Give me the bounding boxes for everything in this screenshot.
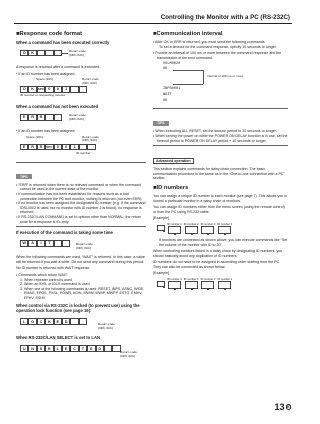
char-box [70, 86, 78, 92]
char-boxes [20, 86, 87, 92]
char-box: E [20, 114, 28, 120]
subheading-locked: When control via RS-232C is locked (to prevent use) using the operation lock function (see page 19): [16, 303, 140, 314]
char-box: K [28, 86, 36, 92]
char-box: K [28, 50, 36, 56]
return-code-label-2: Return code (0Dh, 0Ah) [82, 77, 99, 85]
monitor-icon [185, 281, 198, 289]
normal-desc: A response is returned after a command is executed. [16, 65, 101, 69]
advanced-desc: This section explains commands for daisy chain connection. The basic communication procedure is the same as in the “One-to-one connection with a PC” section. [153, 167, 285, 181]
id-chain-1 [157, 223, 288, 234]
char-box [54, 114, 62, 120]
id-label: ID number 2 [183, 222, 199, 226]
example-label-1: [Example] [153, 216, 169, 221]
id-resp-label: ID number of responding monitor [20, 93, 66, 98]
char-box: E [62, 345, 70, 351]
wait-cmds-intro: • Commands which return WAIT: [16, 272, 68, 277]
char-box: 1 [62, 86, 70, 92]
monitor-icon [168, 281, 181, 289]
char-box: I [37, 240, 45, 246]
char-box: L [20, 318, 28, 324]
diagram-locked [16, 315, 146, 331]
char-box: R [28, 114, 36, 120]
language-badge: E [287, 405, 290, 409]
interval-text: To set a timeout for the command response, specify 10 seconds or longer. [159, 44, 277, 49]
diagram-wait [16, 237, 146, 251]
char-box: C [37, 318, 45, 324]
wait-cmd-item: 1. When repeater control is used [20, 277, 72, 282]
seq-cmd-2: INPS0001 [163, 87, 181, 92]
char-box: O [20, 50, 28, 56]
interval-bullet: • After OK or ERR is returned, you must send the following commands. [153, 40, 266, 44]
char-box: 1 [70, 144, 78, 150]
monitor-icon [218, 281, 231, 289]
char-box: L [54, 345, 62, 351]
char-box: SPC [37, 87, 45, 92]
char-box: E [45, 345, 53, 351]
id-number-label: ID number [76, 150, 91, 155]
tips-label: TIPS [16, 174, 32, 179]
monitor-icon [218, 226, 231, 234]
monitor-icon [201, 281, 214, 289]
char-box [54, 50, 62, 56]
id-desc-4: When controlling monitors linked in a daisy chain by designating ID numbers, you should basically avoid any duplication of ID numbers. [153, 249, 283, 258]
tip-item: • If no monitor has been assigned the designated ID number (e.g. if the command IDSL0002 is used, but no monitor with ID number 2 is found), no response is returned. [16, 201, 146, 215]
section-title-response-code: ■Response code format [16, 31, 82, 37]
seq-resp-2: WAIT [163, 93, 172, 98]
wait-cmd-item: 3. When one of the following commands is used: RESET, INPS, ASNC, WIDE, EMAG, EPOS, PXSL, POWR, AGIN, MWIN, MWIP, MWPP, ESTG, EMHV, EPHV, ESHV [20, 286, 145, 300]
seq-resp-1: OK [163, 67, 168, 72]
char-box: C [70, 345, 78, 351]
char-box: 0 [54, 144, 62, 150]
char-box [45, 114, 53, 120]
space-label-2: Space (20h) [26, 134, 43, 139]
advanced-operation-label: Advanced operation [153, 158, 194, 165]
char-box: N [28, 345, 36, 351]
char-box [62, 240, 70, 246]
id-label: ID number 2 [217, 278, 233, 282]
example-label-2: [Example] [153, 271, 169, 276]
char-box: 0 [45, 86, 53, 92]
right-column [153, 31, 288, 293]
tip-item: • If communication has not been established for reasons such as a bad connection between the PC and monitor, nothing is returned (not even ERR). [16, 191, 143, 201]
id-label: ID number 4 [167, 278, 182, 282]
id-label: ID number 1 [183, 278, 199, 282]
char-box: E [54, 318, 62, 324]
interval-label: Interval of 100 ms or more [207, 74, 244, 79]
char-box: O [20, 86, 28, 92]
seq-cmd-1: VOLM0020 [163, 62, 181, 67]
id-label: ID number 3 [200, 222, 216, 226]
id-desc-2: You can assign ID numbers either from the menu screen (using the remote control) or from the PC using RS-232 cable. [153, 205, 285, 214]
seq-resp-3: OK [163, 99, 168, 104]
subheading-normal: When a command has been executed correctly [16, 40, 110, 45]
return-code-label: Return code (0Dh, 0Ah) [69, 49, 86, 57]
monitor-icon [201, 226, 214, 234]
diagram-unselected [16, 342, 146, 358]
subheading-wait: If execution of the command is taking some time [16, 230, 113, 236]
section-title-interval: ■Communication interval [153, 31, 223, 37]
interval-bullet: • Provide an interval of 100 ms or more between the command response and the transmission of the next command. [153, 51, 282, 60]
tip-item: • When turning the power on while the POWER ON DELAY function is in use, set the timeout period to POWER ON DELAY period + 10 seconds or longer. [153, 133, 288, 143]
char-box [79, 86, 87, 92]
space-label: Space (20h) [36, 77, 53, 82]
char-boxes [20, 240, 70, 246]
tips-box-right [153, 108, 288, 146]
char-box: R [37, 144, 45, 150]
char-box: E [87, 345, 95, 351]
left-column [16, 31, 146, 362]
char-box: W [20, 240, 28, 246]
diagram-err [16, 111, 146, 125]
tips-label-right: TIPS [153, 121, 169, 126]
char-box: A [28, 240, 36, 246]
tips-box [16, 162, 146, 227]
id-note-2: * If an ID number has been assigned. [16, 129, 76, 134]
page-header [14, 14, 292, 24]
char-box [79, 318, 87, 324]
char-box: SPC [46, 144, 53, 149]
page-header-title: Controlling the Monitor with a PC (RS-232C) [160, 14, 290, 21]
tip-item: • “ERR” is returned when there is no relevant command or when the command cannot be used in the current state of the monitor. [16, 182, 141, 192]
monitor-icon [185, 226, 198, 234]
char-box: U [20, 345, 28, 351]
char-box [79, 144, 87, 150]
page-number [274, 402, 291, 412]
monitor-icon [168, 226, 181, 234]
id-desc-1: You can assign a unique ID number to each monitor (see page 7). This allows you to control a particular monitor in a daisy chain of monitors. [153, 193, 288, 203]
char-box: E [20, 144, 28, 150]
char-box [87, 144, 95, 150]
char-box: R [28, 144, 36, 150]
page-number-value: 13 [274, 402, 285, 412]
id-label: ID number 3 [200, 278, 216, 282]
char-boxes [20, 345, 121, 351]
char-box: O [28, 318, 36, 324]
char-box [104, 345, 112, 351]
char-box: 0 [62, 144, 70, 150]
char-box [70, 318, 78, 324]
tip-item: • If RS-232C/LAN COMMAND is set to options other than NORMAL, the return code for a response is ID–only. [16, 214, 141, 224]
section-title-id-numbers: ■ID numbers [153, 184, 189, 191]
char-box: S [37, 345, 45, 351]
return-code-label-7: Return code (0Dh, 0Ah) [120, 350, 137, 359]
interval-sequence [163, 62, 288, 104]
diagram-err-id [16, 136, 146, 158]
char-box: R [37, 114, 45, 120]
return-code-label-6: Return code (0Dh, 0Ah) [98, 322, 115, 331]
wait-cmd-item: 2. When an IDSL or IDLK command is used [20, 282, 90, 287]
return-code-label-3: Return code (0Dh, 0Ah) [69, 113, 86, 121]
char-boxes [20, 114, 62, 120]
subheading-error: When a command has not been executed [16, 104, 99, 110]
diagram-ok [16, 47, 146, 61]
wait-id-note: No ID number is returned with WAIT response. [16, 266, 91, 271]
diagram-ok-id [16, 78, 146, 100]
char-box: 0 [54, 86, 62, 92]
id-desc-5: ID numbers do not have to be assigned in ascending order starting from the PC. They can also be connected as shown below. [153, 260, 281, 269]
char-boxes [20, 144, 96, 150]
char-boxes [20, 50, 62, 56]
pc-icon [157, 225, 165, 231]
wait-desc: When the following commands are used, “WAIT” is returned. In this case, a value will be returned if you wait a while. Do not send any command during this period. [16, 255, 145, 264]
id-label: ID number 1 [167, 222, 182, 226]
id-desc-3: If monitors are connected as shown above, you can execute commands like “Set the volume of the monitor with ID to 20”. [159, 237, 288, 247]
char-box: K [45, 318, 53, 324]
return-code-label-4: Return code (0Dh, 0Ah) [82, 134, 99, 143]
char-box [37, 50, 45, 56]
char-box [54, 240, 62, 246]
tip-item: • When executing ALL RESET, set the timeout period to 30 seconds or longer. [153, 129, 277, 134]
char-box: T [45, 240, 53, 246]
char-box: D [96, 345, 104, 351]
subheading-unselected: When RS-232C/LAN SELECT is set to LAN [16, 335, 100, 341]
id-label: ID number 4 [217, 222, 233, 226]
char-box [45, 50, 53, 56]
pc-icon [157, 281, 165, 287]
id-note: * If an ID number has been assigned. [16, 71, 76, 76]
id-chain-2 [157, 278, 288, 289]
return-code-label-5: Return code (0Dh, 0Ah) [76, 242, 93, 250]
char-boxes [20, 318, 87, 324]
char-box: D [62, 318, 70, 324]
char-box: T [79, 345, 87, 351]
